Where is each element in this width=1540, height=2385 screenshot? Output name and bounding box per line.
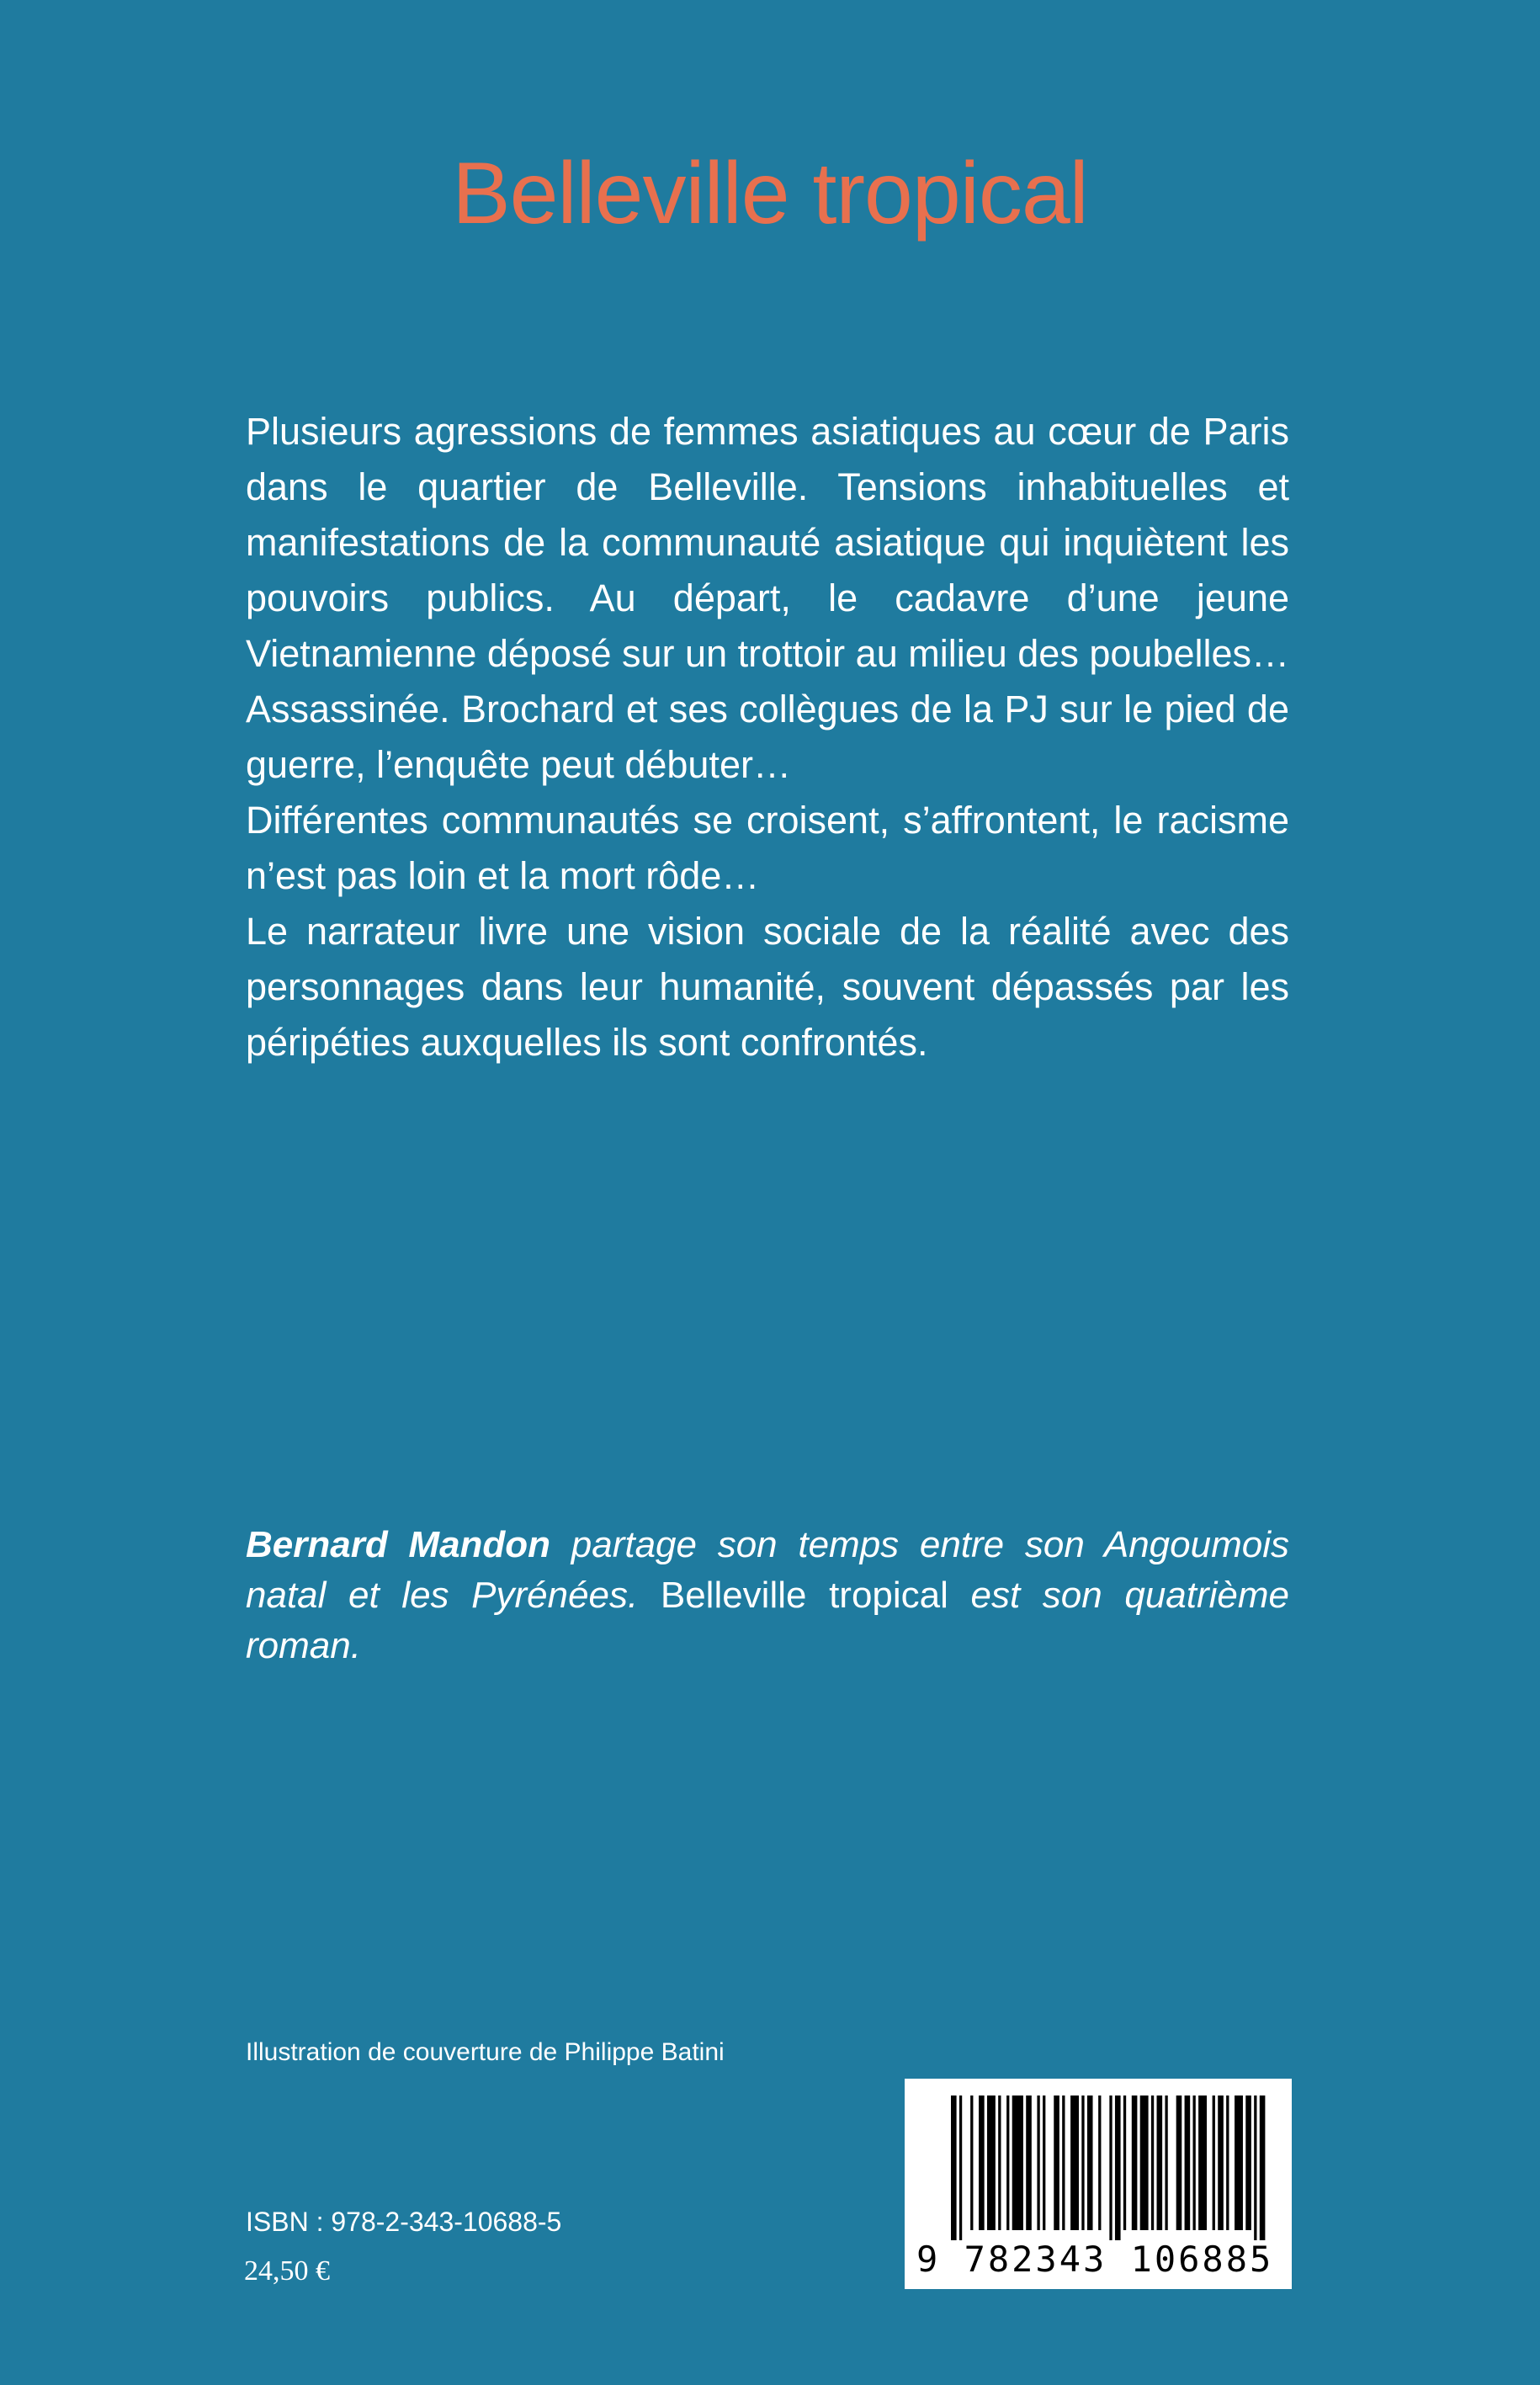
barcode-bar (1235, 2096, 1243, 2230)
barcode-bar (1062, 2096, 1065, 2230)
barcode-bar (1198, 2096, 1207, 2230)
barcode-bar (1218, 2096, 1224, 2230)
barcode-bar (1026, 2096, 1032, 2230)
barcode-digits: 9 782343 106885 (916, 2239, 1274, 2280)
barcode-bar (1165, 2096, 1167, 2230)
barcode-bar (1043, 2096, 1045, 2230)
barcode-bar (1151, 2096, 1154, 2230)
barcode-bar (1123, 2096, 1126, 2230)
barcode-bar (1006, 2096, 1009, 2230)
barcode-bar (998, 2096, 1001, 2230)
bio-text: partage son temps entre son Angoumois natal et les Pyrénées. (246, 1524, 1289, 1616)
barcode-bar (959, 2096, 962, 2240)
barcode-bar (1185, 2096, 1191, 2230)
barcode-bar (1157, 2096, 1163, 2230)
barcode-bar (1132, 2096, 1138, 2230)
author-bio (246, 1520, 1289, 1671)
barcode-bar (1037, 2096, 1039, 2230)
blurb-paragraph: Plusieurs agressions de femmes asiatiques au cœur de Paris dans le quartier de Belleville. Tensions inhabituelles et manifestations de la communauté asiatique qui inquiètent les pouvoirs publics. Au départ, le cadavre d’une jeune Vietnamienne déposé sur un trottoir au milieu des poubelles… Assassinée. Brochard et ses collègues de la PJ sur le pied de guerre, l’enquête peut débuter… (246, 410, 1289, 786)
barcode-bar (951, 2096, 957, 2240)
barcode-bar (1109, 2096, 1112, 2240)
barcode-bar (1192, 2096, 1195, 2230)
price: 24,50 € (244, 2255, 330, 2287)
book-title: Belleville tropical (452, 145, 1088, 242)
barcode-bar (970, 2096, 973, 2230)
barcode-bar (1087, 2096, 1093, 2230)
barcode-bar (1260, 2096, 1266, 2240)
barcode-bars (951, 2096, 1271, 2240)
barcode-bar (1081, 2096, 1084, 2230)
barcode-bar (1176, 2096, 1182, 2230)
blurb-paragraph: Le narrateur livre une vision sociale de la réalité avec des personnages dans leur humanité, souvent dépassés par les péripéties auxquelles ils sont confrontés. (246, 910, 1289, 1064)
barcode-bar (1245, 2096, 1251, 2230)
barcode-bar (979, 2096, 985, 2230)
barcode-bar (1213, 2096, 1215, 2230)
barcode-bar (1098, 2096, 1101, 2230)
author-name: Bernard Mandon (246, 1524, 551, 1565)
blurb (246, 404, 1289, 1070)
barcode-bar (1012, 2096, 1023, 2230)
barcode-bar (1054, 2096, 1059, 2230)
isbn: ISBN : 978-2-343-10688-5 (246, 2207, 562, 2237)
bio-text: est son quatrième roman. (246, 1575, 1290, 1666)
barcode-bar (987, 2096, 996, 2230)
barcode-bar (1226, 2096, 1229, 2230)
blurb-paragraph: Différentes communautés se croisent, s’affrontent, le racisme n’est pas loin et la mort rôde… (246, 799, 1289, 897)
barcode (905, 2079, 1292, 2289)
barcode-bar (1115, 2096, 1121, 2240)
bio-book-title: Belleville tropical (660, 1575, 948, 1616)
illustration-credit: Illustration de couverture de Philippe Batini (246, 2038, 725, 2066)
barcode-bar (1254, 2096, 1256, 2240)
barcode-bar (1070, 2096, 1079, 2230)
barcode-bar (1140, 2096, 1149, 2230)
